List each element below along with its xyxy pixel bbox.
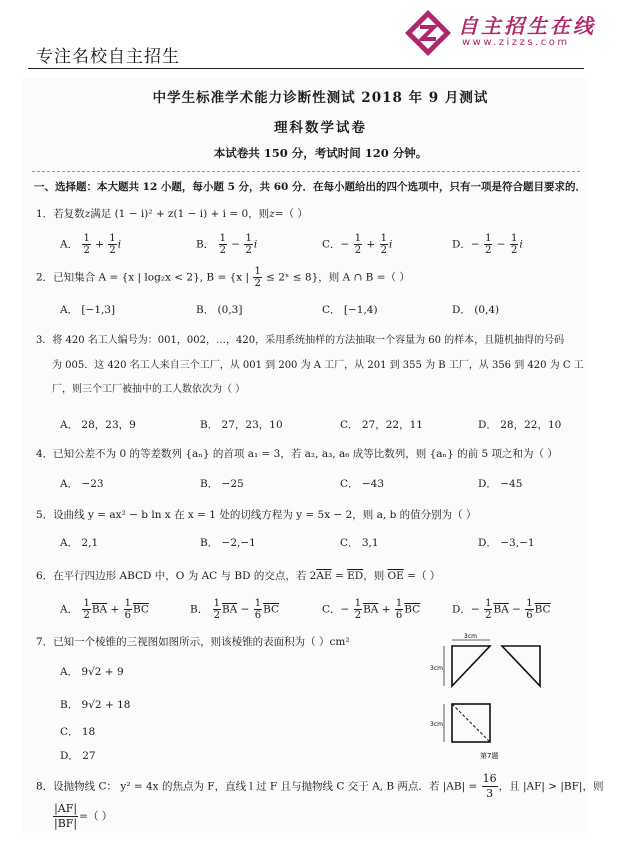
question-3-line-3: 厂，则三个工厂被抽中的工人数依次为（ ） xyxy=(52,384,246,395)
q7-option-d[interactable]: D． 27 xyxy=(60,750,96,762)
exam-subtitle: 理科数学试卷 xyxy=(274,120,367,136)
q1-option-c[interactable]: C．− $\frac{1}{2}$ + $\frac{1}{2}$ i xyxy=(322,233,393,256)
question-8: 8．设抛物线 C： y² = 4x 的焦点为 F，直线 l 过 F 且与抛物线 C 交于 A, B 两点．若 |AB| = $\frac{16}{3}$ ，且 |AF| > |BF|，则 xyxy=(36,772,604,800)
q2-option-b[interactable]: B． (0,3] xyxy=(196,304,243,316)
q2-option-c[interactable]: C． [−1,4) xyxy=(322,304,378,316)
figure-dim-top: 3cm xyxy=(464,633,477,640)
q7-option-c[interactable]: C． 18 xyxy=(60,726,96,738)
q3-option-d[interactable]: D． 28，22，10 xyxy=(478,419,562,431)
header-slogan: 专注名校自主招生 xyxy=(36,47,180,67)
q7-option-b[interactable]: B． 9√2 + 18 xyxy=(60,699,131,711)
three-view-figure xyxy=(418,630,568,766)
q4-option-d[interactable]: D． −45 xyxy=(478,478,523,490)
q6-option-c[interactable]: C．− $\frac{1}{2}$ $\overline{BA}$ + $\frac{1}{6}$ $\overline{BC}$ xyxy=(322,598,421,621)
question-6: 6．在平行四边形 ABCD 中，O 为 AC 与 BD 的交点，若 $2\overline{AE} = \overline{ED}$，则 $\overline{OE}$ =（ ） xyxy=(36,570,441,582)
brand-logo-icon xyxy=(403,8,453,58)
q7-option-a[interactable]: A． 9√2 + 9 xyxy=(60,666,124,678)
side-view-mirror xyxy=(502,646,540,686)
q2-option-a[interactable]: A． [−1,3] xyxy=(60,304,116,316)
figure-dim-left-1: 3cm xyxy=(430,665,443,672)
q1-option-b[interactable]: B． $\frac{1}{2}$ − $\frac{1}{2}$ i xyxy=(196,233,258,256)
exam-info: 本试卷共 150 分，考试时间 120 分钟。 xyxy=(213,146,428,160)
q6-option-b[interactable]: B． $\frac{1}{2}$ $\overline{BA}$ − $\frac{1}{6}$ $\overline{BC}$ xyxy=(190,598,280,621)
q5-option-c[interactable]: C． 3,1 xyxy=(340,537,379,549)
q2-option-d[interactable]: D． (0,4) xyxy=(452,304,500,316)
q4-option-a[interactable]: A． −23 xyxy=(60,478,104,490)
q3-option-a[interactable]: A． 28，23，9 xyxy=(60,419,136,431)
q6-option-d[interactable]: D．− $\frac{1}{2}$ $\overline{BA}$ − $\frac{1}{6}$ $\overline{BC}$ xyxy=(452,598,551,621)
q1-option-d[interactable]: D．− $\frac{1}{2}$ − $\frac{1}{2}$ i xyxy=(452,233,523,256)
question-2: 2．已知集合 A = {x | log₂x < 2}, B = {x | $\frac{1}{2}$ ≤ 2ˣ ≤ 8}，则 A ∩ B =（ ） xyxy=(36,266,410,289)
q3-option-b[interactable]: B． 27，23，10 xyxy=(200,419,283,431)
q5-option-b[interactable]: B． −2,−1 xyxy=(200,537,256,549)
q5-option-a[interactable]: A． 2,1 xyxy=(60,537,99,549)
question-3-line-2: 为 005．这 420 名工人来自三个工厂，从 001 到 200 为 A 工厂，从 201 到 355 为 B 工厂，从 356 到 420 为 C 工 xyxy=(52,360,584,371)
q4-option-b[interactable]: B． −25 xyxy=(200,478,244,490)
question-3-line-1: 3．将 420 名工人编号为：001，002，…，420，采用系统抽样的方法抽取一个容量为 60 的样本，且随机抽得的号码 xyxy=(36,335,565,346)
q1-option-a[interactable]: A． $\frac{1}{2}$ + $\frac{1}{2}$ i xyxy=(60,233,122,256)
header-divider xyxy=(28,68,584,69)
brand-url: www.zizzs.com xyxy=(462,37,570,48)
q6-option-a[interactable]: A． $\frac{1}{2}$ $\overline{BA}$ + $\frac{1}{6}$ $\overline{BC}$ xyxy=(60,598,149,621)
figure-caption: 第7题 xyxy=(480,752,499,760)
front-view xyxy=(452,646,490,686)
question-4: 4．已知公差不为 0 的等差数列 {aₙ} 的首项 a₁ = 3，若 a₂, a₃, a₆ 成等比数列，则 {aₙ} 的前 5 项之和为（ ） xyxy=(36,448,558,460)
q4-option-c[interactable]: C． −43 xyxy=(340,478,385,490)
question-1: 1．若复数z满足 (1 − i)² + z(1 − i) + i = 0，则z=（ ） xyxy=(36,208,308,220)
question-5: 5．设曲线 y = ax² − b ln x 在 x = 1 处的切线方程为 y = 5x − 2，则 a, b 的值分别为（ ） xyxy=(36,509,477,521)
q5-option-d[interactable]: D． −3,−1 xyxy=(478,537,535,549)
exam-title: 中学生标准学术能力诊断性测试 2018 年 9 月测试 xyxy=(152,90,489,106)
question-8-ratio: $\frac{|AF|}{|BF|}$ =（ ） xyxy=(54,802,113,830)
q3-option-c[interactable]: C． 27，22，11 xyxy=(340,419,423,431)
section-divider xyxy=(32,171,580,172)
brand-name: 自主招生在线 xyxy=(458,14,596,38)
question-7: 7．已知一个棱锥的三视图如图所示，则该棱锥的表面积为（ ）cm² xyxy=(36,636,350,648)
figure-dim-left-2: 3cm xyxy=(430,721,443,728)
section-heading: 一、选择题：本大题共 12 小题，每小题 5 分，共 60 分．在每小题给出的四个选项中，只有一项是符合题目要求的． xyxy=(34,181,586,193)
